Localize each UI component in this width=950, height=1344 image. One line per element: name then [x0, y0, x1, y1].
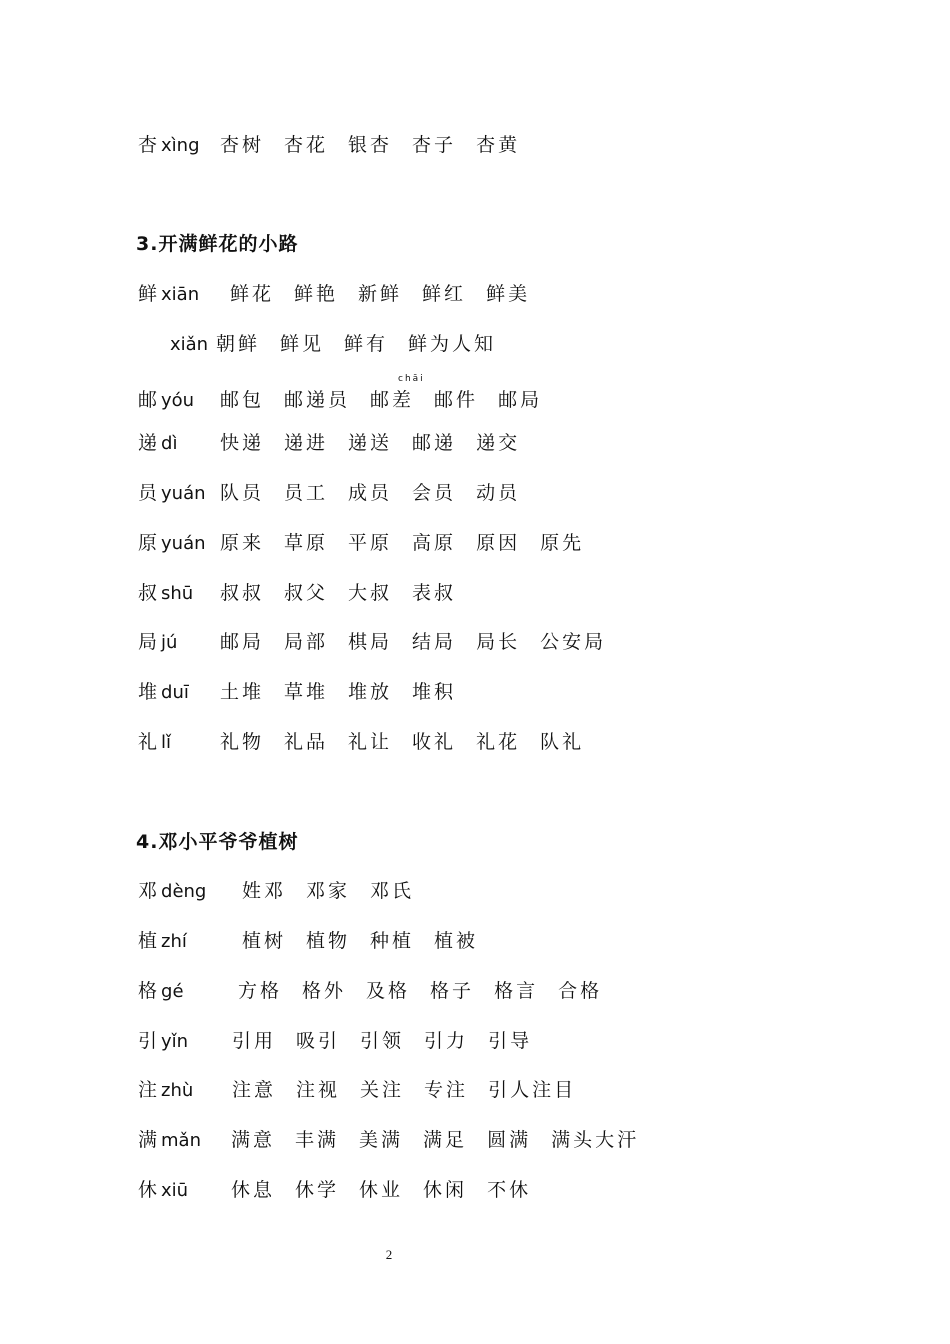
word: 种植 [370, 930, 415, 952]
word: 引导 [488, 1030, 533, 1052]
word: 礼让 [348, 731, 393, 753]
word: 姓邓 [242, 880, 287, 902]
word-list [216, 329, 516, 359]
vocab-row [138, 578, 457, 608]
word: 队员 [220, 482, 265, 504]
character: 原 [138, 532, 158, 554]
word-list [220, 385, 562, 415]
word: 注视 [296, 1079, 341, 1101]
word-list [232, 1075, 596, 1105]
word: 邓氏 [370, 880, 415, 902]
word: 及格 [366, 980, 411, 1002]
word: 局部 [284, 631, 329, 653]
word: 堆放 [348, 681, 393, 703]
vocab-row [138, 528, 585, 558]
word: 礼品 [284, 731, 329, 753]
word: 引用 [232, 1030, 277, 1052]
word: 满意 [231, 1129, 276, 1151]
vocab-row [138, 1125, 640, 1155]
vocab-row [138, 677, 457, 707]
word: 邮件 [434, 389, 479, 411]
page-number: 2 [385, 1247, 393, 1262]
word: 休闲 [423, 1179, 468, 1201]
word: 鲜为人知 [408, 333, 497, 355]
word: 杏花 [284, 134, 329, 156]
word: 方格 [238, 980, 283, 1002]
word: 叔父 [284, 582, 329, 604]
word: 快递 [220, 432, 265, 454]
vocab-row [138, 876, 415, 906]
pinyin: xiǎn [170, 334, 209, 355]
vocab-row [138, 727, 585, 757]
character: 叔 [138, 582, 158, 604]
vocab-row [138, 130, 521, 160]
word: 圆满 [487, 1129, 532, 1151]
word: 邓家 [306, 880, 351, 902]
pinyin: shū [161, 583, 194, 604]
pinyin: zhí [161, 931, 187, 952]
word-list [220, 627, 626, 657]
word: 休业 [359, 1179, 404, 1201]
vocab-row [138, 627, 607, 657]
vocab-row [138, 1175, 532, 1205]
word: 杏树 [220, 134, 265, 156]
pinyin: dèng [161, 881, 207, 902]
word: 邮包 [220, 389, 265, 411]
pinyin: dì [161, 433, 178, 454]
character: 植 [138, 930, 158, 952]
word: 收礼 [412, 731, 457, 753]
vocab-row [138, 1026, 533, 1056]
word: 草堆 [284, 681, 329, 703]
word: 引领 [360, 1030, 405, 1052]
word: 递交 [476, 432, 521, 454]
pinyin: mǎn [161, 1130, 201, 1151]
word: 礼花 [476, 731, 521, 753]
word: 邮差 [370, 389, 415, 411]
word: 植树 [242, 930, 287, 952]
pinyin: duī [161, 682, 189, 703]
word: 土堆 [220, 681, 265, 703]
word-list [230, 279, 550, 309]
word-list [220, 727, 604, 757]
vocab-row [166, 329, 497, 359]
character: 礼 [138, 731, 158, 753]
pinyin: yǐn [161, 1031, 189, 1052]
word: 动员 [476, 482, 521, 504]
word: 平原 [348, 532, 393, 554]
word-list [231, 1125, 659, 1155]
word: 表叔 [412, 582, 457, 604]
word: 专注 [424, 1079, 469, 1101]
word: 公安局 [540, 631, 607, 653]
word: 递送 [348, 432, 393, 454]
word-list [242, 926, 498, 956]
word: 满足 [423, 1129, 468, 1151]
character: 邓 [138, 880, 158, 902]
ruby-annotation: chāi [398, 374, 425, 384]
pinyin: lǐ [161, 732, 172, 753]
word: 高原 [412, 532, 457, 554]
word: 邮递 [412, 432, 457, 454]
vocab-row [138, 279, 531, 309]
word: 不休 [487, 1179, 532, 1201]
word: 员工 [284, 482, 329, 504]
word-list [238, 976, 622, 1006]
word: 结局 [412, 631, 457, 653]
character: 休 [138, 1179, 158, 1201]
character: 杏 [138, 134, 158, 156]
pinyin: xiān [161, 284, 200, 305]
word: 格言 [494, 980, 539, 1002]
character: 递 [138, 432, 158, 454]
word: 杏子 [412, 134, 457, 156]
word: 礼物 [220, 731, 265, 753]
word: 鲜有 [344, 333, 389, 355]
pinyin: yuán [161, 483, 206, 504]
vocab-row [138, 926, 479, 956]
word: 关注 [360, 1079, 405, 1101]
character: 满 [138, 1129, 158, 1151]
word: 格外 [302, 980, 347, 1002]
word: 递进 [284, 432, 329, 454]
word: 吸引 [296, 1030, 341, 1052]
word: 棋局 [348, 631, 393, 653]
word: 邮递员 [284, 389, 351, 411]
word: 会员 [412, 482, 457, 504]
word: 引力 [424, 1030, 469, 1052]
vocab-row [138, 976, 603, 1006]
character: 注 [138, 1079, 158, 1101]
word: 银杏 [348, 134, 393, 156]
word: 原因 [476, 532, 521, 554]
word: 丰满 [295, 1129, 340, 1151]
word-list [242, 876, 434, 906]
pinyin: zhù [161, 1080, 194, 1101]
pinyin: xiū [161, 1180, 189, 1201]
vocab-row [138, 1075, 577, 1105]
word: 局长 [476, 631, 521, 653]
pinyin: jú [161, 632, 178, 653]
word: 堆积 [412, 681, 457, 703]
pinyin: gé [161, 981, 184, 1002]
character: 员 [138, 482, 158, 504]
word: 队礼 [540, 731, 585, 753]
word-list [220, 677, 476, 707]
word: 鲜见 [280, 333, 325, 355]
word: 朝鲜 [216, 333, 261, 355]
word: 格子 [430, 980, 475, 1002]
character: 局 [138, 631, 158, 653]
word: 大叔 [348, 582, 393, 604]
word-list [220, 130, 540, 160]
word: 满头大汗 [551, 1129, 640, 1151]
character: 堆 [138, 681, 158, 703]
word-list [220, 428, 540, 458]
word: 原来 [220, 532, 265, 554]
word-list [231, 1175, 551, 1205]
character: 鲜 [138, 283, 158, 305]
pinyin: xìng [161, 135, 200, 156]
word: 邮局 [498, 389, 543, 411]
word: 引人注目 [488, 1079, 577, 1101]
heading-lesson-3: 3.开满鲜花的小路 [136, 233, 299, 255]
character: 引 [138, 1030, 158, 1052]
word-list [220, 528, 604, 558]
word: 休息 [231, 1179, 276, 1201]
word: 杏黄 [476, 134, 521, 156]
word: 休学 [295, 1179, 340, 1201]
word: 邮局 [220, 631, 265, 653]
character: 格 [138, 980, 158, 1002]
word: 鲜花 [230, 283, 275, 305]
pinyin: yuán [161, 533, 206, 554]
word-list [232, 1026, 552, 1056]
word: 草原 [284, 532, 329, 554]
word-list [220, 478, 540, 508]
word: 植物 [306, 930, 351, 952]
word: 植被 [434, 930, 479, 952]
word: 鲜红 [422, 283, 467, 305]
vocab-row [138, 428, 521, 458]
word: 合格 [558, 980, 603, 1002]
word: 注意 [232, 1079, 277, 1101]
pinyin: yóu [161, 390, 195, 411]
vocab-row [138, 385, 543, 415]
word: 新鲜 [358, 283, 403, 305]
word: 鲜艳 [294, 283, 339, 305]
vocab-row [138, 478, 521, 508]
word: 叔叔 [220, 582, 265, 604]
heading-lesson-4: 4.邓小平爷爷植树 [136, 831, 299, 853]
word: 成员 [348, 482, 393, 504]
word: 美满 [359, 1129, 404, 1151]
character: 邮 [138, 389, 158, 411]
word: 鲜美 [486, 283, 531, 305]
word: 原先 [540, 532, 585, 554]
word-list [220, 578, 476, 608]
